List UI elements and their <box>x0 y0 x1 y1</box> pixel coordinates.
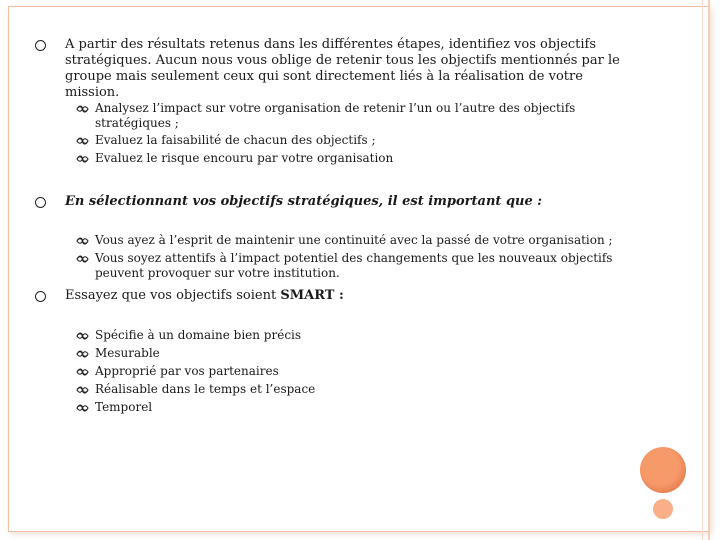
bullet-2-sub-2-line-2: peuvent provoquer sur votre institution. <box>95 266 340 280</box>
bullet-3-lead: Essayez que vos objectifs soient <box>65 288 281 303</box>
hollow-circle-icon <box>35 197 46 208</box>
bullet-1-line-2: stratégiques. Aucun nous vous oblige de retenir tous les objectifs mentionnés par le <box>65 53 620 68</box>
bullet-1-line-1: A partir des résultats retenus dans les différentes étapes, identifiez vos objectifs <box>65 37 597 52</box>
smart-item-timely: Temporel <box>95 400 153 414</box>
smart-emphasis: SMART : <box>280 288 344 303</box>
flower-icon <box>76 104 89 114</box>
flower-icon <box>76 385 89 395</box>
bullet-1-sub-1-line-2: stratégiques ; <box>95 116 179 130</box>
flower-icon <box>76 136 89 146</box>
bullet-1-sub-1-line-1: Analysez l’impact sur votre organisation de retenir l’un ou l’autre des objectifs <box>95 101 576 115</box>
smart-item-specific: Spécifie à un domaine bien précis <box>95 328 302 342</box>
bullet-3-text <box>65 288 344 304</box>
bullet-1-sub-3: Evaluez le risque encouru par votre organisation <box>95 151 394 165</box>
flower-icon <box>76 236 89 246</box>
smart-item-measurable: Mesurable <box>95 346 160 360</box>
flower-icon <box>76 403 89 413</box>
bullet-2-text: En sélectionnant vos objectifs stratégiques, il est important que : <box>65 194 543 209</box>
smart-item-appropriate: Approprié par vos partenaires <box>95 364 279 378</box>
bullet-1-sub-2: Evaluez la faisabilité de chacun des objectifs ; <box>95 133 376 147</box>
flower-icon <box>76 254 89 264</box>
flower-icon <box>76 367 89 377</box>
flower-icon <box>76 331 89 341</box>
flower-icon <box>76 154 89 164</box>
bullet-1-line-3: groupe mais seulement ceux qui sont directement liés à la réalisation de votre <box>65 69 583 84</box>
hollow-circle-icon <box>35 40 46 51</box>
flower-icon <box>76 349 89 359</box>
bullet-2-sub-1: Vous ayez à l’esprit de maintenir une continuité avec la passé de votre organisation ; <box>95 233 613 247</box>
hollow-circle-icon <box>35 291 46 302</box>
bullet-2-sub-2-line-1: Vous soyez attentifs à l’impact potentiel des changements que les nouveaux objectifs <box>95 251 613 265</box>
bullet-1-line-4: mission. <box>65 85 120 100</box>
smart-item-realistic: Réalisable dans le temps et l’espace <box>95 382 316 396</box>
